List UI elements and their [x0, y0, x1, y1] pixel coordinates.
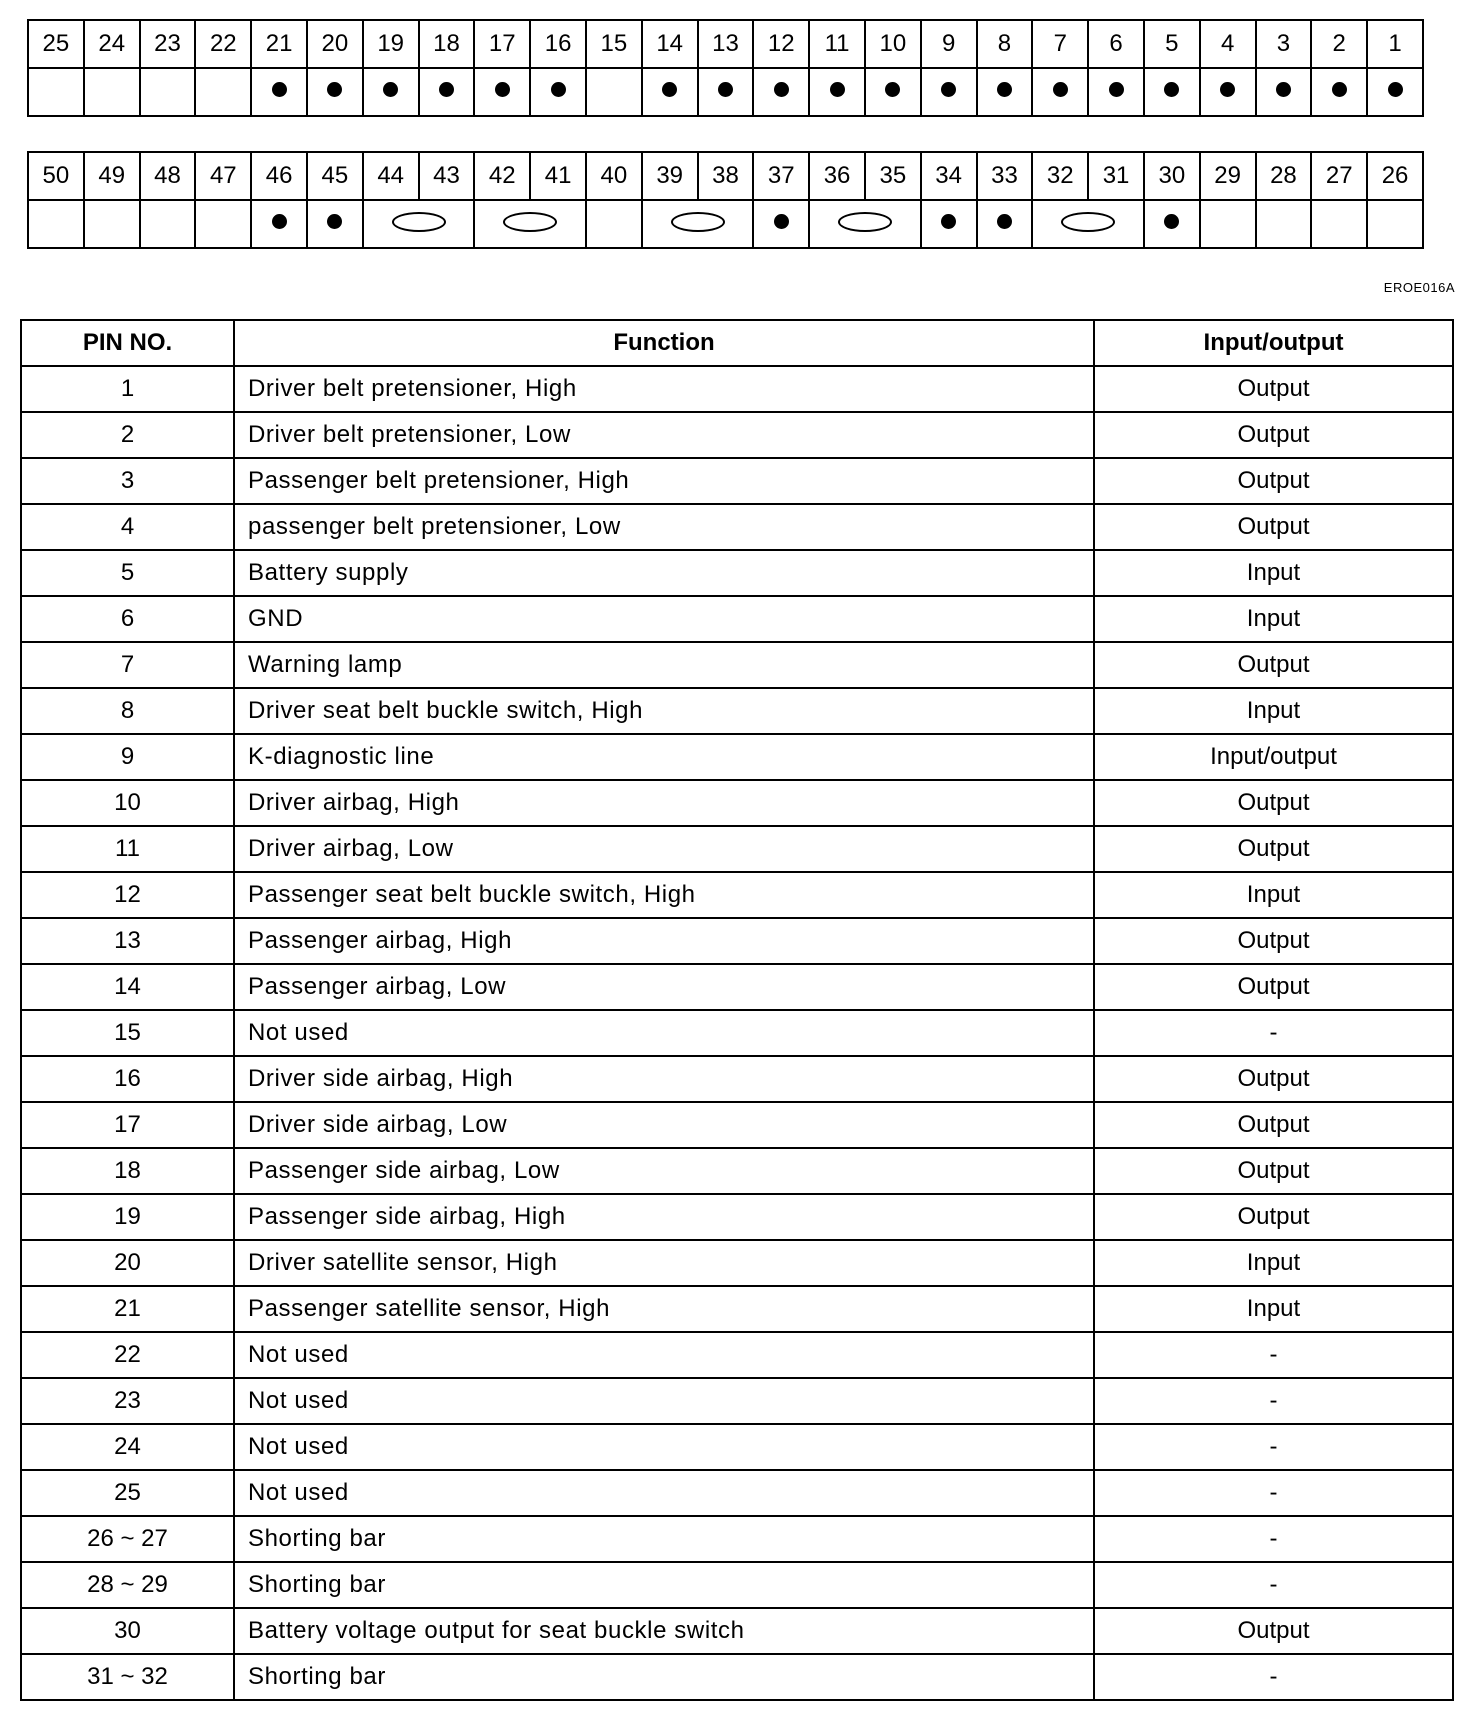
connector-pin-number: 6 [1088, 20, 1144, 68]
function-cell: Shorting bar [234, 1562, 1094, 1608]
function-cell: Battery supply [234, 550, 1094, 596]
connector-pin-number: 45 [307, 152, 363, 200]
function-cell: Driver airbag, High [234, 780, 1094, 826]
connector-pin-cell [1144, 200, 1200, 248]
table-row [21, 504, 1453, 550]
input-output-cell: Input [1094, 596, 1453, 642]
pin-used-dot-icon [1332, 82, 1347, 97]
connector-pin-number: 12 [753, 20, 809, 68]
pin-number-cell: 20 [21, 1240, 234, 1286]
table-row [21, 918, 1453, 964]
function-cell: Passenger belt pretensioner, High [234, 458, 1094, 504]
input-output-cell: - [1094, 1010, 1453, 1056]
input-output-cell: - [1094, 1562, 1453, 1608]
connector-pin-number: 46 [251, 152, 307, 200]
function-cell: Passenger seat belt buckle switch, High [234, 872, 1094, 918]
table-row [21, 734, 1453, 780]
pin-number-cell: 10 [21, 780, 234, 826]
connector-pin-number: 47 [195, 152, 251, 200]
pin-number-cell: 30 [21, 1608, 234, 1654]
connector-pin-cell [698, 68, 754, 116]
connector-pin-cell [28, 68, 84, 116]
input-output-cell: Output [1094, 1148, 1453, 1194]
table-row [21, 1332, 1453, 1378]
connector-top-pin-numbers [28, 20, 1423, 68]
pin-number-cell: 6 [21, 596, 234, 642]
shorting-bar-oval-icon [671, 212, 725, 232]
table-row [21, 1516, 1453, 1562]
connector-pin-number: 9 [921, 20, 977, 68]
pin-used-dot-icon [272, 82, 287, 97]
connector-pin-cell [977, 200, 1033, 248]
figure-label: EROE016A [1383, 280, 1455, 295]
function-cell: Driver satellite sensor, High [234, 1240, 1094, 1286]
connector-pin-cell [1200, 200, 1256, 248]
function-cell: Shorting bar [234, 1516, 1094, 1562]
connector-pin-cell [307, 200, 363, 248]
pin-number-cell: 21 [21, 1286, 234, 1332]
function-cell: passenger belt pretensioner, Low [234, 504, 1094, 550]
connector-pin-cell [586, 68, 642, 116]
connector-pin-cell [1256, 68, 1312, 116]
table-row [21, 1470, 1453, 1516]
connector-pin-cell [809, 68, 865, 116]
input-output-cell: Output [1094, 1608, 1453, 1654]
connector-pin-number: 31 [1088, 152, 1144, 200]
connector-pin-number: 32 [1032, 152, 1088, 200]
pin-used-dot-icon [662, 82, 677, 97]
connector-pin-number: 28 [1256, 152, 1312, 200]
pin-number-cell: 15 [21, 1010, 234, 1056]
connector-pin-cell [1256, 200, 1312, 248]
input-output-cell: Input [1094, 688, 1453, 734]
pin-number-cell: 13 [21, 918, 234, 964]
input-output-cell: Output [1094, 826, 1453, 872]
connector-pin-number: 16 [530, 20, 586, 68]
table-row [21, 1102, 1453, 1148]
input-output-cell: - [1094, 1332, 1453, 1378]
connector-pin-number: 48 [140, 152, 196, 200]
table-row [21, 1608, 1453, 1654]
pin-number-cell: 9 [21, 734, 234, 780]
header-input-output: Input/output [1094, 320, 1453, 366]
connector-pin-cell [753, 68, 809, 116]
pin-number-cell: 11 [21, 826, 234, 872]
table-row [21, 1010, 1453, 1056]
pin-number-cell: 14 [21, 964, 234, 1010]
input-output-cell: Output [1094, 964, 1453, 1010]
table-row [21, 1056, 1453, 1102]
pin-number-cell: 31 ~ 32 [21, 1654, 234, 1700]
input-output-cell: - [1094, 1470, 1453, 1516]
pin-number-cell: 7 [21, 642, 234, 688]
pin-number-cell: 17 [21, 1102, 234, 1148]
connector-pin-number: 37 [753, 152, 809, 200]
connector-pin-number: 27 [1311, 152, 1367, 200]
connector-pin-cell [1032, 68, 1088, 116]
connector-pin-number: 23 [140, 20, 196, 68]
header-function: Function [234, 320, 1094, 366]
connector-pin-number: 50 [28, 152, 84, 200]
connector-pin-number: 44 [363, 152, 419, 200]
pin-number-cell: 5 [21, 550, 234, 596]
function-cell: K-diagnostic line [234, 734, 1094, 780]
function-cell: Battery voltage output for seat buckle switch [234, 1608, 1094, 1654]
pin-used-dot-icon [495, 82, 510, 97]
table-row [21, 1654, 1453, 1700]
input-output-cell: Output [1094, 504, 1453, 550]
function-cell: Passenger airbag, Low [234, 964, 1094, 1010]
connector-pin-cell [474, 200, 586, 248]
connector-top-row [27, 19, 1424, 117]
input-output-cell: Output [1094, 642, 1453, 688]
connector-bottom-pin-numbers [28, 152, 1423, 200]
connector-pin-number: 3 [1256, 20, 1312, 68]
connector-pin-number: 26 [1367, 152, 1423, 200]
connector-pin-number: 4 [1200, 20, 1256, 68]
connector-pin-cell [419, 68, 475, 116]
input-output-cell: Output [1094, 1102, 1453, 1148]
header-pin-no: PIN NO. [21, 320, 234, 366]
pin-used-dot-icon [439, 82, 454, 97]
connector-pin-number: 21 [251, 20, 307, 68]
pin-used-dot-icon [885, 82, 900, 97]
input-output-cell: - [1094, 1654, 1453, 1700]
connector-pin-cell [809, 200, 921, 248]
pin-used-dot-icon [1388, 82, 1403, 97]
connector-pin-number: 22 [195, 20, 251, 68]
connector-pin-number: 1 [1367, 20, 1423, 68]
connector-pin-cell [1311, 200, 1367, 248]
table-row [21, 412, 1453, 458]
input-output-cell: Input [1094, 872, 1453, 918]
connector-pin-cell [530, 68, 586, 116]
pin-used-dot-icon [551, 82, 566, 97]
input-output-cell: Input [1094, 550, 1453, 596]
function-cell: Warning lamp [234, 642, 1094, 688]
pin-used-dot-icon [997, 82, 1012, 97]
input-output-cell: Output [1094, 412, 1453, 458]
pin-used-dot-icon [941, 214, 956, 229]
pin-used-dot-icon [383, 82, 398, 97]
connector-pin-number: 29 [1200, 152, 1256, 200]
function-cell: Shorting bar [234, 1654, 1094, 1700]
connector-top-pin-marks [28, 68, 1423, 116]
pin-number-cell: 8 [21, 688, 234, 734]
connector-pin-cell [195, 68, 251, 116]
shorting-bar-oval-icon [503, 212, 557, 232]
pin-used-dot-icon [1276, 82, 1291, 97]
function-cell: Driver belt pretensioner, Low [234, 412, 1094, 458]
function-cell: Not used [234, 1470, 1094, 1516]
input-output-cell: Input [1094, 1240, 1453, 1286]
connector-pin-number: 49 [84, 152, 140, 200]
connector-pin-number: 33 [977, 152, 1033, 200]
function-cell: Passenger side airbag, Low [234, 1148, 1094, 1194]
table-row [21, 1378, 1453, 1424]
function-cell: Not used [234, 1378, 1094, 1424]
pin-used-dot-icon [1164, 214, 1179, 229]
connector-pin-number: 13 [698, 20, 754, 68]
pin-used-dot-icon [327, 82, 342, 97]
shorting-bar-oval-icon [392, 212, 446, 232]
input-output-cell: Output [1094, 1056, 1453, 1102]
function-cell: Passenger airbag, High [234, 918, 1094, 964]
connector-pin-number: 30 [1144, 152, 1200, 200]
pin-used-dot-icon [1220, 82, 1235, 97]
pin-number-cell: 1 [21, 366, 234, 412]
input-output-cell: - [1094, 1424, 1453, 1470]
table-row [21, 596, 1453, 642]
function-cell: Not used [234, 1424, 1094, 1470]
pin-used-dot-icon [1053, 82, 1068, 97]
pin-used-dot-icon [830, 82, 845, 97]
pin-number-cell: 12 [21, 872, 234, 918]
connector-pin-cell [921, 200, 977, 248]
connector-pin-number: 43 [419, 152, 475, 200]
input-output-cell: - [1094, 1378, 1453, 1424]
connector-pin-cell [84, 68, 140, 116]
connector-pin-cell [363, 200, 475, 248]
connector-pin-cell [921, 68, 977, 116]
table-row [21, 366, 1453, 412]
connector-pin-number: 15 [586, 20, 642, 68]
connector-pin-cell [251, 68, 307, 116]
connector-pin-cell [363, 68, 419, 116]
connector-pin-number: 41 [530, 152, 586, 200]
connector-pin-number: 35 [865, 152, 921, 200]
input-output-cell: Input [1094, 1286, 1453, 1332]
pin-used-dot-icon [941, 82, 956, 97]
connector-bottom-row [27, 151, 1424, 249]
table-row [21, 872, 1453, 918]
connector-pin-cell [753, 200, 809, 248]
connector-pin-number: 8 [977, 20, 1033, 68]
pin-used-dot-icon [774, 214, 789, 229]
input-output-cell: Output [1094, 366, 1453, 412]
connector-pin-cell [251, 200, 307, 248]
pin-number-cell: 28 ~ 29 [21, 1562, 234, 1608]
connector-pin-number: 36 [809, 152, 865, 200]
pin-number-cell: 25 [21, 1470, 234, 1516]
function-cell: Passenger side airbag, High [234, 1194, 1094, 1240]
connector-pin-number: 39 [642, 152, 698, 200]
function-cell: Not used [234, 1010, 1094, 1056]
connector-pin-cell [1032, 200, 1144, 248]
input-output-cell: Output [1094, 1194, 1453, 1240]
connector-pin-number: 25 [28, 20, 84, 68]
pin-used-dot-icon [327, 214, 342, 229]
input-output-cell: - [1094, 1516, 1453, 1562]
function-cell: Passenger satellite sensor, High [234, 1286, 1094, 1332]
function-cell: GND [234, 596, 1094, 642]
table-row [21, 780, 1453, 826]
connector-pin-number: 42 [474, 152, 530, 200]
pin-function-table [20, 319, 1454, 1701]
connector-pin-cell [1088, 68, 1144, 116]
pin-number-cell: 23 [21, 1378, 234, 1424]
connector-pin-cell [84, 200, 140, 248]
connector-pin-cell [1144, 68, 1200, 116]
pin-number-cell: 22 [21, 1332, 234, 1378]
pin-used-dot-icon [774, 82, 789, 97]
pin-used-dot-icon [718, 82, 733, 97]
connector-pin-cell [1200, 68, 1256, 116]
pin-number-cell: 19 [21, 1194, 234, 1240]
connector-pin-cell [1367, 68, 1423, 116]
table-row [21, 688, 1453, 734]
table-row [21, 1286, 1453, 1332]
pin-used-dot-icon [1164, 82, 1179, 97]
connector-pin-number: 40 [586, 152, 642, 200]
connector-pin-cell [977, 68, 1033, 116]
connector-pin-number: 18 [419, 20, 475, 68]
function-cell: Driver side airbag, High [234, 1056, 1094, 1102]
connector-pin-number: 38 [698, 152, 754, 200]
shorting-bar-oval-icon [1061, 212, 1115, 232]
pin-number-cell: 2 [21, 412, 234, 458]
pin-number-cell: 18 [21, 1148, 234, 1194]
connector-pin-cell [140, 68, 196, 116]
table-row [21, 458, 1453, 504]
table-row [21, 1424, 1453, 1470]
connector-pin-cell [865, 68, 921, 116]
connector-pin-number: 20 [307, 20, 363, 68]
table-row [21, 1194, 1453, 1240]
connector-pin-cell [642, 200, 754, 248]
connector-pin-cell [307, 68, 363, 116]
connector-pin-number: 10 [865, 20, 921, 68]
function-cell: Driver side airbag, Low [234, 1102, 1094, 1148]
connector-pin-number: 24 [84, 20, 140, 68]
function-cell: Driver belt pretensioner, High [234, 366, 1094, 412]
input-output-cell: Output [1094, 918, 1453, 964]
function-cell: Driver seat belt buckle switch, High [234, 688, 1094, 734]
connector-pin-number: 7 [1032, 20, 1088, 68]
table-row [21, 1562, 1453, 1608]
pin-number-cell: 16 [21, 1056, 234, 1102]
pin-number-cell: 26 ~ 27 [21, 1516, 234, 1562]
pin-number-cell: 3 [21, 458, 234, 504]
connector-pin-number: 34 [921, 152, 977, 200]
connector-bottom-pin-marks [28, 200, 1423, 248]
table-header-row [21, 320, 1453, 366]
table-row [21, 550, 1453, 596]
connector-pin-number: 11 [809, 20, 865, 68]
table-row [21, 1148, 1453, 1194]
pin-number-cell: 24 [21, 1424, 234, 1470]
table-row [21, 964, 1453, 1010]
function-cell: Not used [234, 1332, 1094, 1378]
connector-pin-cell [642, 68, 698, 116]
connector-pin-cell [1311, 68, 1367, 116]
input-output-cell: Output [1094, 458, 1453, 504]
connector-pin-number: 19 [363, 20, 419, 68]
input-output-cell: Output [1094, 780, 1453, 826]
connector-pin-cell [140, 200, 196, 248]
table-row [21, 1240, 1453, 1286]
connector-pin-cell [28, 200, 84, 248]
table-row [21, 826, 1453, 872]
connector-pin-number: 5 [1144, 20, 1200, 68]
pin-used-dot-icon [272, 214, 287, 229]
shorting-bar-oval-icon [838, 212, 892, 232]
function-cell: Driver airbag, Low [234, 826, 1094, 872]
connector-pin-cell [586, 200, 642, 248]
connector-pin-number: 14 [642, 20, 698, 68]
connector-pin-cell [195, 200, 251, 248]
pin-number-cell: 4 [21, 504, 234, 550]
pin-used-dot-icon [997, 214, 1012, 229]
table-row [21, 642, 1453, 688]
connector-pin-number: 17 [474, 20, 530, 68]
connector-pin-cell [474, 68, 530, 116]
connector-pin-number: 2 [1311, 20, 1367, 68]
pin-used-dot-icon [1109, 82, 1124, 97]
input-output-cell: Input/output [1094, 734, 1453, 780]
connector-pin-cell [1367, 200, 1423, 248]
